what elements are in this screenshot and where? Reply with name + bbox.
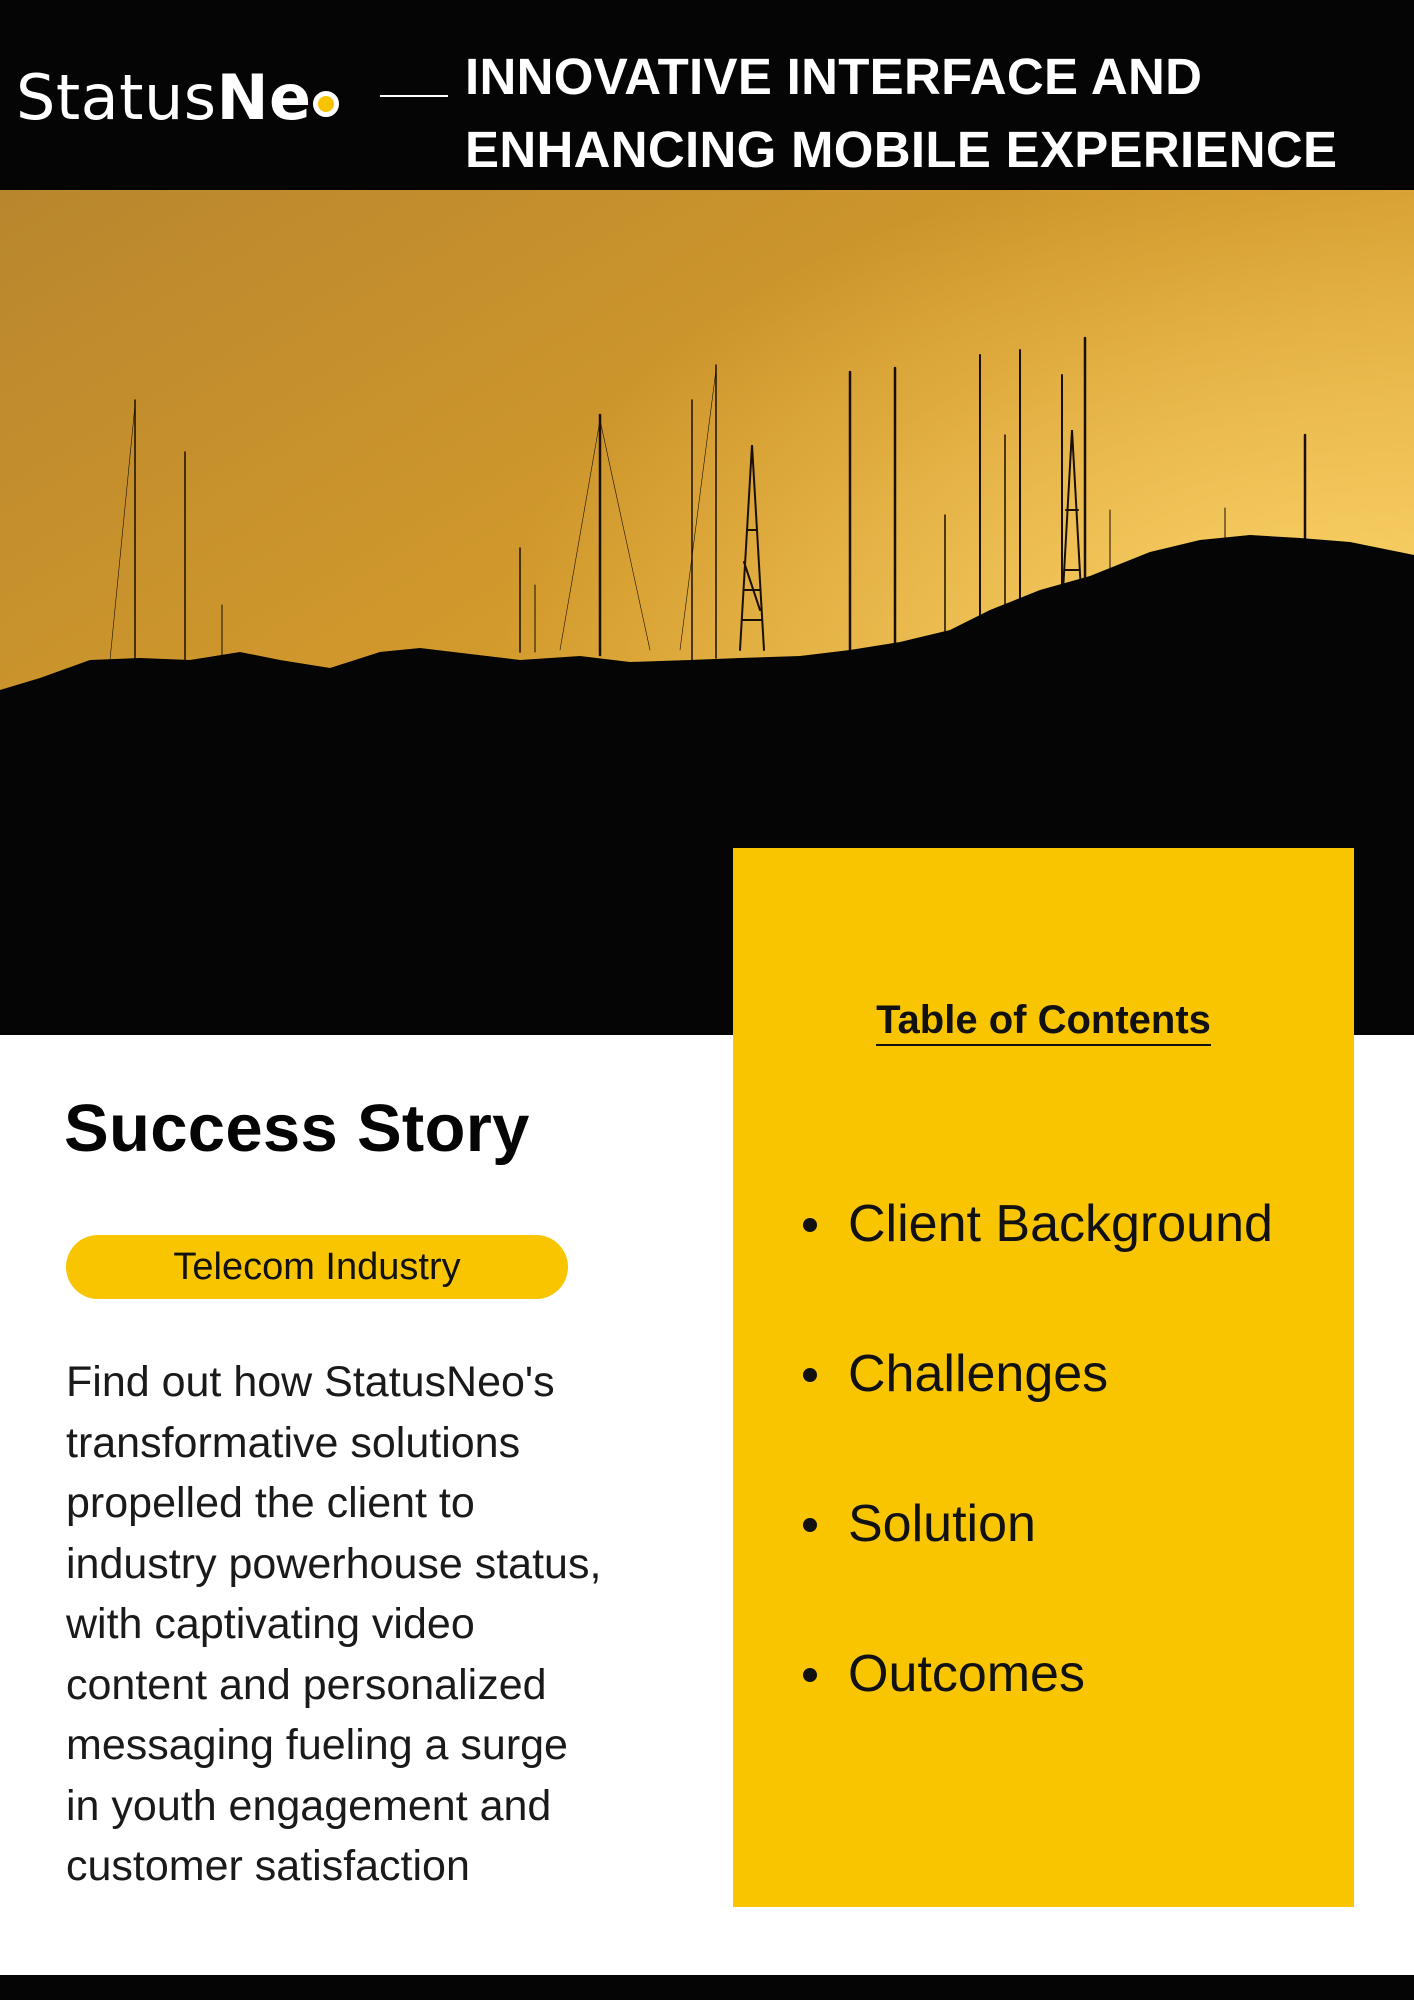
bullet-icon <box>803 1368 817 1382</box>
header-divider-line <box>380 95 448 97</box>
toc-item-solution[interactable]: Solution <box>803 1488 1273 1638</box>
title-line-1: INNOVATIVE INTERFACE AND <box>465 48 1203 105</box>
toc-list <box>803 1188 1273 1788</box>
footer-bar <box>0 1975 1414 2000</box>
toc-heading: Table of Contents <box>733 998 1354 1043</box>
header-bar <box>0 0 1414 190</box>
logo-text-neo: Ne <box>216 61 312 134</box>
statusneo-logo <box>16 58 339 138</box>
logo-text-status: Status <box>16 61 217 134</box>
intro-line: customer satisfaction <box>66 1842 470 1890</box>
intro-line: in youth engagement and <box>66 1781 552 1830</box>
bullet-icon <box>803 1668 817 1682</box>
intro-line: transformative solutions <box>66 1418 521 1467</box>
intro-line: industry powerhouse status, <box>66 1539 602 1588</box>
toc-item-challenges[interactable]: Challenges <box>803 1338 1273 1488</box>
document-title <box>465 40 1405 186</box>
section-title: Success Story <box>64 1091 530 1166</box>
intro-line: with captivating video <box>66 1600 475 1648</box>
intro-line: content and personalized <box>66 1660 547 1709</box>
intro-line: Find out how StatusNeo's <box>66 1358 555 1406</box>
table-of-contents-panel <box>733 848 1354 1907</box>
industry-badge: Telecom Industry <box>66 1235 568 1299</box>
toc-item-outcomes[interactable]: Outcomes <box>803 1638 1273 1788</box>
logo-o-dot-icon <box>313 91 339 117</box>
intro-line: messaging fueling a surge <box>66 1721 568 1769</box>
bullet-icon <box>803 1218 817 1232</box>
title-line-2: ENHANCING MOBILE EXPERIENCE <box>465 121 1338 178</box>
intro-line: propelled the client to <box>66 1479 475 1527</box>
bullet-icon <box>803 1518 817 1532</box>
intro-paragraph <box>66 1352 726 1897</box>
toc-item-client-background[interactable]: Client Background <box>803 1188 1273 1338</box>
